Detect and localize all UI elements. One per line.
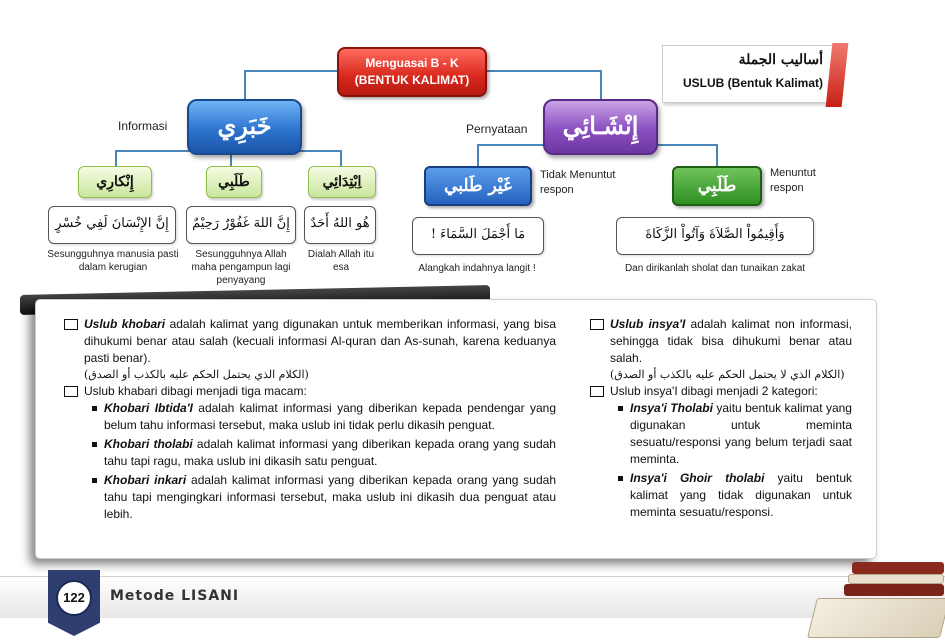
connector-line bbox=[600, 70, 602, 100]
example-talabi-left: إِنَّ اللهَ غَفُوْرٌ رَحِيْمٌ bbox=[186, 206, 296, 244]
list-item bbox=[64, 383, 556, 400]
bullet-text: adalah kalimat informasi yang diberikan kepada orang yang sudah tahu tapi ragu, maka uslub ini dikasih satu penguat. bbox=[104, 437, 556, 468]
example-inkari: إِنَّ الإِنْسَانَ لَفِي خُسْرٍ bbox=[48, 206, 176, 244]
panel-left-column bbox=[64, 316, 556, 525]
uslub-khobari-term: Uslub khobari bbox=[84, 317, 166, 331]
node-ghair-talabi: غَيْر طَلبي bbox=[424, 166, 532, 206]
checkbox-icon bbox=[64, 319, 78, 330]
translation-ghair-talabi: Alangkah indahnya langit ! bbox=[418, 263, 536, 274]
page-number: 122 bbox=[56, 580, 92, 616]
bullet-term: Insya'i Ghoir tholabi bbox=[630, 471, 765, 485]
root-line1: Menguasai B - K bbox=[365, 56, 459, 70]
example-ibtidai: هُو اللهُ أَحَدٌ bbox=[304, 206, 376, 244]
books-illustration bbox=[812, 556, 945, 642]
node-talabi-left: طَلَبِي bbox=[206, 166, 262, 198]
node-khabari: خَبَرِي bbox=[187, 99, 302, 155]
root-node bbox=[337, 47, 487, 97]
list-item bbox=[590, 383, 852, 400]
list-item bbox=[590, 316, 852, 367]
book-icon bbox=[852, 562, 944, 574]
bullet-term: Khobari tholabi bbox=[104, 437, 193, 451]
insyai-division-text: Uslub insya'I dibagi menjadi 2 kategori: bbox=[610, 384, 818, 398]
book-icon bbox=[844, 584, 944, 596]
connector-line bbox=[486, 70, 602, 72]
translation-talabi-right: Dan dirikanlah sholat dan tunaikan zakat bbox=[624, 263, 806, 274]
insyai-bullets bbox=[590, 400, 852, 521]
footer-title: Metode LISANI bbox=[110, 588, 240, 604]
title-card bbox=[662, 45, 838, 103]
bullet-item bbox=[630, 400, 852, 468]
note-tidak-menuntut: Tidak Menuntut respon bbox=[540, 169, 616, 196]
bullet-item bbox=[104, 472, 556, 523]
node-inkari: إِنْكارِي bbox=[78, 166, 152, 198]
open-book-icon bbox=[807, 598, 945, 638]
uslub-insyai-term: Uslub insya'I bbox=[610, 317, 686, 331]
translation-ibtidai: Dialah Allah itu esa bbox=[307, 249, 375, 273]
uslub-khobari-definition: adalah kalimat yang digunakan untuk memberikan informasi, yang bisa dihukumi benar atau salah (kecuali informasi Al-quran dan As-sunah, karena keduanya pasti benar). bbox=[84, 317, 556, 365]
list-item bbox=[64, 316, 556, 367]
label-informasi: Informasi bbox=[118, 119, 168, 133]
bullet-text: adalah kalimat informasi yang diberikan kepada orang yang sudah tahu tapi mengingkari informasi tersebut, maka uslub ini dikasih dua penguat atau lebih. bbox=[104, 473, 556, 521]
bullet-item bbox=[104, 400, 556, 434]
node-insyai: إِنْشَـائِي bbox=[543, 99, 658, 155]
note-menuntut: Menuntut respon bbox=[770, 167, 816, 194]
bullet-item bbox=[630, 470, 852, 521]
root-line2: (BENTUK KALIMAT) bbox=[354, 73, 470, 87]
checkbox-icon bbox=[590, 319, 604, 330]
connector-line bbox=[244, 70, 246, 100]
label-pernyataan: Pernyataan bbox=[466, 122, 528, 136]
panel-right-column bbox=[590, 316, 852, 523]
bullet-item bbox=[104, 436, 556, 470]
node-ibtidai: اِبْتِدَائِي bbox=[308, 166, 376, 198]
example-ghair-talabi: مَا أَجْمَلَ السَّمَاءَ ! bbox=[412, 217, 544, 255]
title-arabic: أساليب الجملة bbox=[738, 52, 823, 68]
checkbox-icon bbox=[590, 386, 604, 397]
checkbox-icon bbox=[64, 386, 78, 397]
connector-line bbox=[244, 70, 338, 72]
example-talabi-right: وَأَقِيمُواْ الصَّلاَةَ وَآتُواْ الزَّكَاةَ bbox=[616, 217, 814, 255]
bullet-term: Insya'i Tholabi bbox=[630, 401, 713, 415]
khabari-division-text: Uslub khabari dibagi menjadi tiga macam: bbox=[84, 384, 307, 398]
uslub-insyai-definition: adalah kalimat non informasi, sehingga tidak bisa dihukumi benar atau salah. bbox=[610, 317, 852, 365]
node-talabi-right: طَلَبِي bbox=[672, 166, 762, 206]
khabari-bullets bbox=[64, 400, 556, 523]
connector-line bbox=[477, 144, 479, 168]
connector-line bbox=[716, 144, 718, 168]
bullet-term: Khobari Ibtida'I bbox=[104, 401, 193, 415]
translation-talabi-left: Sesungguhnya Allah maha pengampun lagi penyayang bbox=[191, 249, 291, 286]
arabic-definition-left: (الكلام الذي يحتمل الحكم عليه بالكذب أو الصدق) bbox=[84, 368, 309, 381]
bullet-term: Khobari inkari bbox=[104, 473, 187, 487]
book-icon bbox=[848, 574, 944, 584]
translation-inkari: Sesungguhnya manusia pasti dalam kerugian bbox=[47, 249, 179, 273]
bullet-text: yaitu bentuk kalimat yang digunakan untuk meminta sesuatu/responsi yang belum terjadi saat meminta. bbox=[630, 401, 852, 466]
title-card-stripe bbox=[826, 43, 849, 107]
bullet-text: yaitu bentuk kalimat yang tidak digunakan untuk meminta sesuatu/responsi. bbox=[630, 471, 852, 519]
bullet-text: adalah kalimat informasi yang diberikan kepada pendengar yang belum tahu informasi tersebut, maka uslub ini tidak perlu dikasih penguat. bbox=[104, 401, 557, 432]
arabic-definition-right: (الكلام الذي لا يحتمل الحكم عليه بالكذب أو الصدق) bbox=[610, 368, 845, 381]
title-latin: USLUB (Bentuk Kalimat) bbox=[682, 76, 823, 90]
